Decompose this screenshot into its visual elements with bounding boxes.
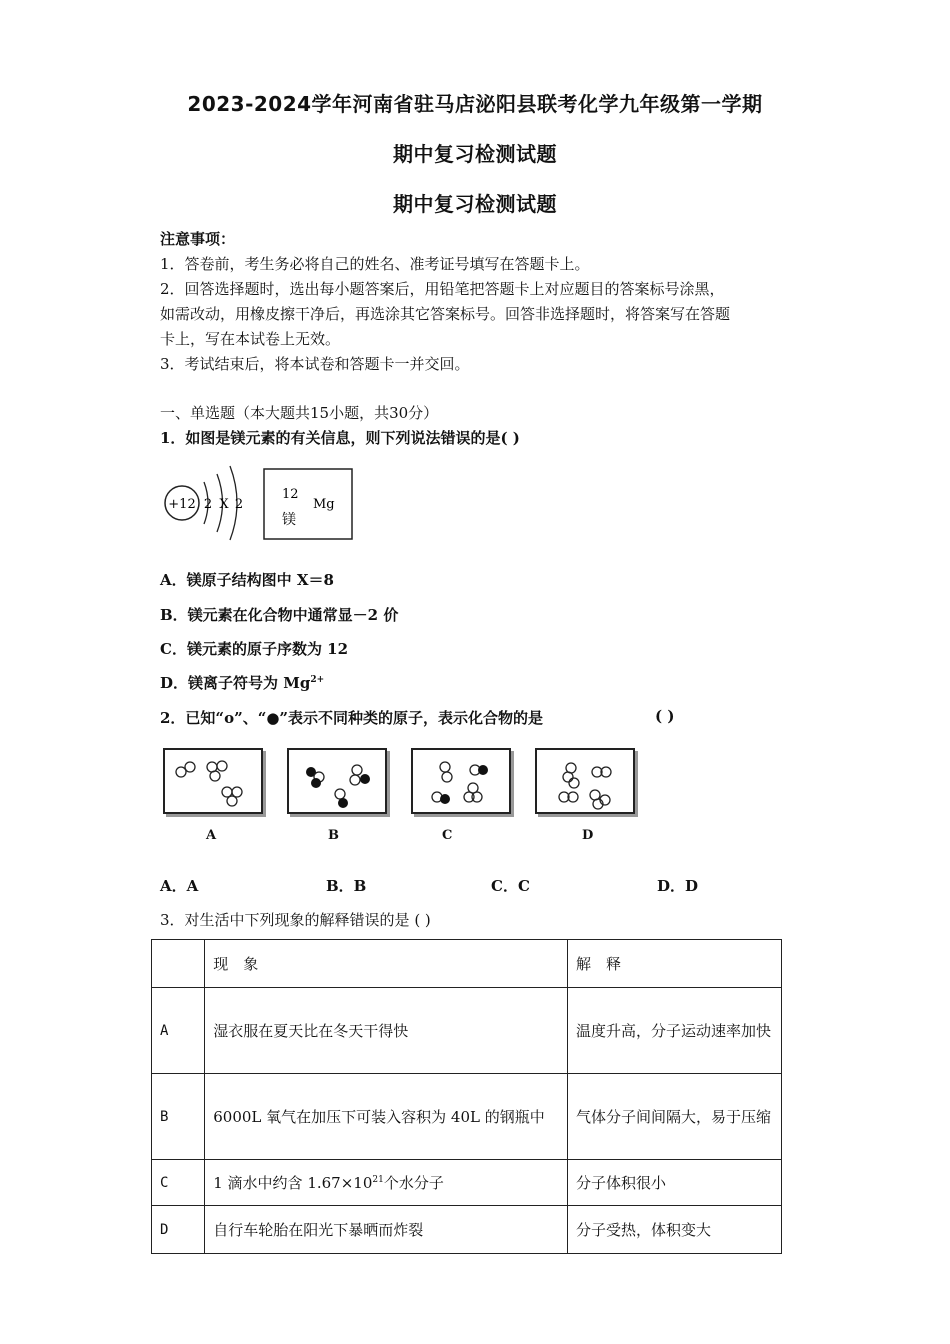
table-row — [152, 1074, 782, 1160]
table-header-row — [152, 940, 782, 988]
table-row — [152, 1160, 782, 1206]
notice-item-2a: 2．回答选择题时，选出每小题答案后，用铅笔把答题卡上对应题目的答案标号涂黑， — [160, 280, 725, 298]
q2-answer-paren: ( ) — [655, 707, 675, 725]
row-phenomenon: 1 滴水中约含 $1.67\times 10^{21}$个水分子 — [205, 1160, 568, 1206]
row-label: C — [152, 1160, 205, 1206]
exam-subtitle: 期中复习检测试题 — [393, 142, 557, 166]
row-phenomenon: 6000L 氧气在加压下可装入容积为 40L 的钢瓶中 — [205, 1074, 568, 1160]
q2-figure-b — [287, 748, 387, 814]
mg-ion-charge: 2+ — [310, 675, 325, 685]
exam-subtitle-repeat: 期中复习检测试题 — [393, 192, 557, 216]
q3-stem: 3．对生活中下列现象的解释错误的是 ( ) — [160, 911, 431, 929]
table-header-cell — [152, 940, 205, 988]
exam-title: 2023-2024学年河南省驻马店泌阳县联考化学九年级第一学期 — [187, 92, 763, 116]
q2-option-b: B．B — [326, 877, 367, 895]
q2-figure-d — [535, 748, 635, 814]
notice-heading: 注意事项： — [160, 230, 236, 248]
element-name: 镁 — [282, 512, 296, 528]
q2-figure-c-label: C — [442, 828, 453, 843]
q2-figure-a-label: A — [206, 828, 217, 843]
row-explanation: 气体分子间间隔大，易于压缩 — [567, 1074, 781, 1160]
shell-1-count: 2 — [203, 497, 213, 512]
notice-item-2b: 如需改动，用橡皮擦干净后，再选涂其它答案标号。回答非选择题时，将答案写在答题 — [160, 305, 731, 323]
table-row — [152, 1206, 782, 1254]
notice-item-1: 1．答卷前，考生务必将自己的姓名、准考证号填写在答题卡上。 — [160, 255, 590, 273]
q2-option-a: A．A — [160, 877, 199, 895]
section-heading: 一、单选题（本大题共15小题，共30分） — [160, 404, 439, 422]
q2-option-d: D．D — [657, 877, 699, 895]
row-phenomenon: 湿衣服在夏天比在冬天干得快 — [205, 988, 568, 1074]
element-atomic-number: 12 — [282, 487, 299, 502]
q1-option-d: D．镁离子符号为 $Mg^{2+}$ — [160, 674, 325, 692]
notice-item-2c: 卡上，写在本试卷上无效。 — [160, 330, 341, 348]
row-explanation: 分子受热，体积变大 — [567, 1206, 781, 1254]
notice-item-3: 3．考试结束后，将本试卷和答题卡一并交回。 — [160, 355, 470, 373]
q2-stem: 2．已知“o”、“●”表示不同种类的原子，表示化合物的是 — [160, 709, 544, 727]
row-explanation: 分子体积很小 — [567, 1160, 781, 1206]
shell-3-count: 2 — [234, 497, 244, 512]
row-label: D — [152, 1206, 205, 1254]
q3-table — [151, 939, 782, 1254]
table-row — [152, 988, 782, 1074]
mg-atom-structure-diagram — [160, 460, 360, 550]
nucleus-charge: +12 — [168, 497, 196, 512]
q2-figure-c — [411, 748, 511, 814]
element-symbol: Mg — [313, 497, 335, 512]
q1-option-b: B．镁元素在化合物中通常显－2 价 — [160, 606, 399, 624]
q2-figure-d-label: D — [582, 828, 594, 843]
table-header-cell: 解 释 — [567, 940, 781, 988]
row-explanation: 温度升高，分子运动速率加快 — [567, 988, 781, 1074]
q2-option-c: C．C — [491, 877, 530, 895]
shell-2-count: X — [219, 497, 229, 512]
q1-option-c: C．镁元素的原子序数为 12 — [160, 640, 349, 658]
row-phenomenon: 自行车轮胎在阳光下暴晒而炸裂 — [205, 1206, 568, 1254]
q1-stem: 1．如图是镁元素的有关信息，则下列说法错误的是( ) — [160, 429, 520, 447]
table-header-cell: 现 象 — [205, 940, 568, 988]
q2-figure-a — [163, 748, 263, 814]
row-label: B — [152, 1074, 205, 1160]
q1-option-a: A．镁原子结构图中 X＝8 — [160, 571, 334, 589]
row-label: A — [152, 988, 205, 1074]
q2-figure-b-label: B — [328, 828, 339, 843]
